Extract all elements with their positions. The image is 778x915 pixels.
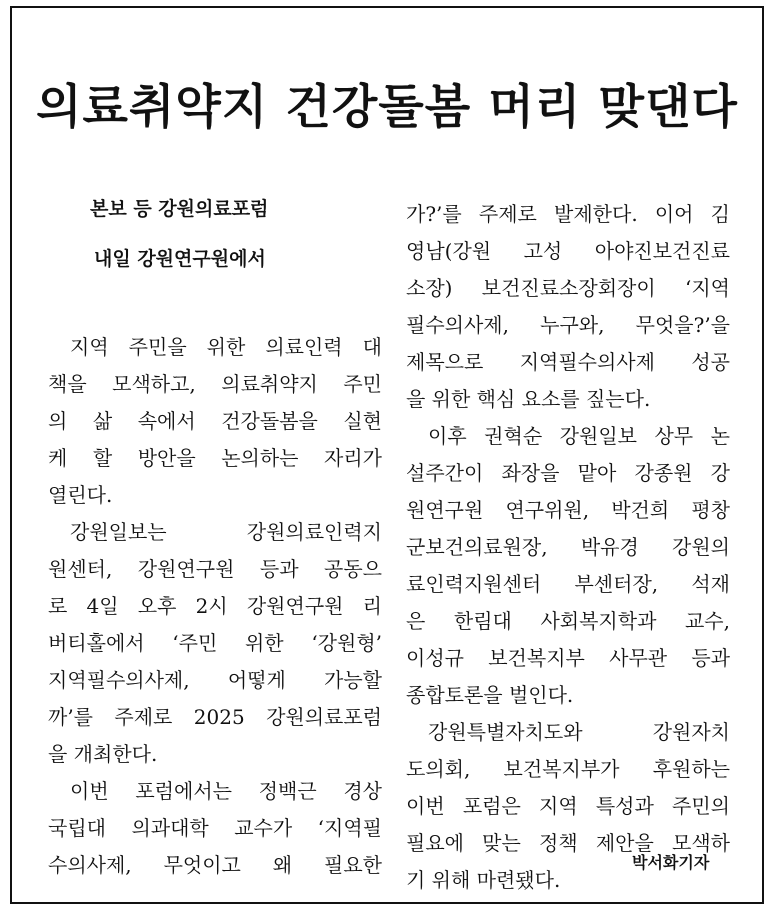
- text-line: 이번 포럼은 지역 특성과 주민의: [406, 794, 730, 818]
- text-line: 까’를 주제로 2025 강원의료포럼: [48, 705, 382, 729]
- headline: 의료취약지 건강돌봄 머리 맞댄다: [36, 80, 738, 135]
- text-line: 료인력지원센터 부센터장, 석재: [406, 572, 730, 596]
- text-line: 열린다.: [48, 483, 113, 507]
- text-line: 을 위한 핵심 요소를 짚는다.: [406, 387, 651, 411]
- text-line: 이후 권혁순 강원일보 상무 논: [428, 424, 730, 448]
- text-line: 필수의사제, 누구와, 무엇을?’을: [406, 313, 730, 337]
- text-line: 종합토론을 벌인다.: [406, 683, 574, 707]
- text-line: 수의사제, 무엇이고 왜 필요한: [48, 853, 382, 877]
- text-line: 소장) 보건진료소장회장이 ‘지역: [406, 276, 730, 300]
- left-column: [48, 329, 382, 884]
- right-column: [406, 196, 730, 899]
- text-line: 케 할 방안을 논의하는 자리가: [48, 446, 382, 470]
- text-line: 원센터, 강원연구원 등과 공동으: [48, 557, 382, 581]
- text-line: 이성규 보건복지부 사무관 등과: [406, 646, 730, 670]
- text-line: 설주간이 좌장을 맡아 강종원 강: [406, 461, 730, 485]
- text-line: 버티홀에서 ‘주민 위한 ‘강원형’: [48, 631, 382, 655]
- article-frame: [10, 6, 764, 904]
- subheading-1: 본보 등 강원의료포럼: [90, 198, 269, 220]
- text-line: 을 개최한다.: [48, 742, 158, 766]
- text-line: 필요에 맞는 정책 제안을 모색하: [406, 831, 730, 855]
- text-line: 원연구원 연구위원, 박건희 평창: [406, 498, 730, 522]
- text-line: 은 한림대 사회복지학과 교수,: [406, 609, 730, 633]
- text-line: 의 삶 속에서 건강돌봄을 실현: [48, 409, 382, 433]
- text-line: 강원일보는 강원의료인력지: [70, 520, 382, 544]
- text-line: 국립대 의과대학 교수가 ‘지역필: [48, 816, 382, 840]
- text-line: 책을 모색하고, 의료취약지 주민: [48, 372, 382, 396]
- text-line: 영남(강원 고성 아야진보건진료: [406, 239, 730, 263]
- subheading-2: 내일 강원연구원에서: [94, 248, 266, 270]
- text-line: 가?’를 주제로 발제한다. 이어 김: [406, 202, 730, 226]
- text-line: 제목으로 지역필수의사제 성공: [406, 350, 730, 374]
- text-line: 기 위해 마련됐다.: [406, 868, 561, 892]
- text-line: 군보건의료원장, 박유경 강원의: [406, 535, 730, 559]
- byline: 박서화기자: [632, 853, 710, 872]
- text-line: 지역필수의사제, 어떻게 가능할: [48, 668, 382, 692]
- text-line: 이번 포럼에서는 정백근 경상: [70, 779, 382, 803]
- text-line: 지역 주민을 위한 의료인력 대: [70, 335, 382, 359]
- text-line: 도의회, 보건복지부가 후원하는: [406, 757, 730, 781]
- text-line: 로 4일 오후 2시 강원연구원 리: [48, 594, 382, 618]
- text-line: 강원특별자치도와 강원자치: [428, 720, 730, 744]
